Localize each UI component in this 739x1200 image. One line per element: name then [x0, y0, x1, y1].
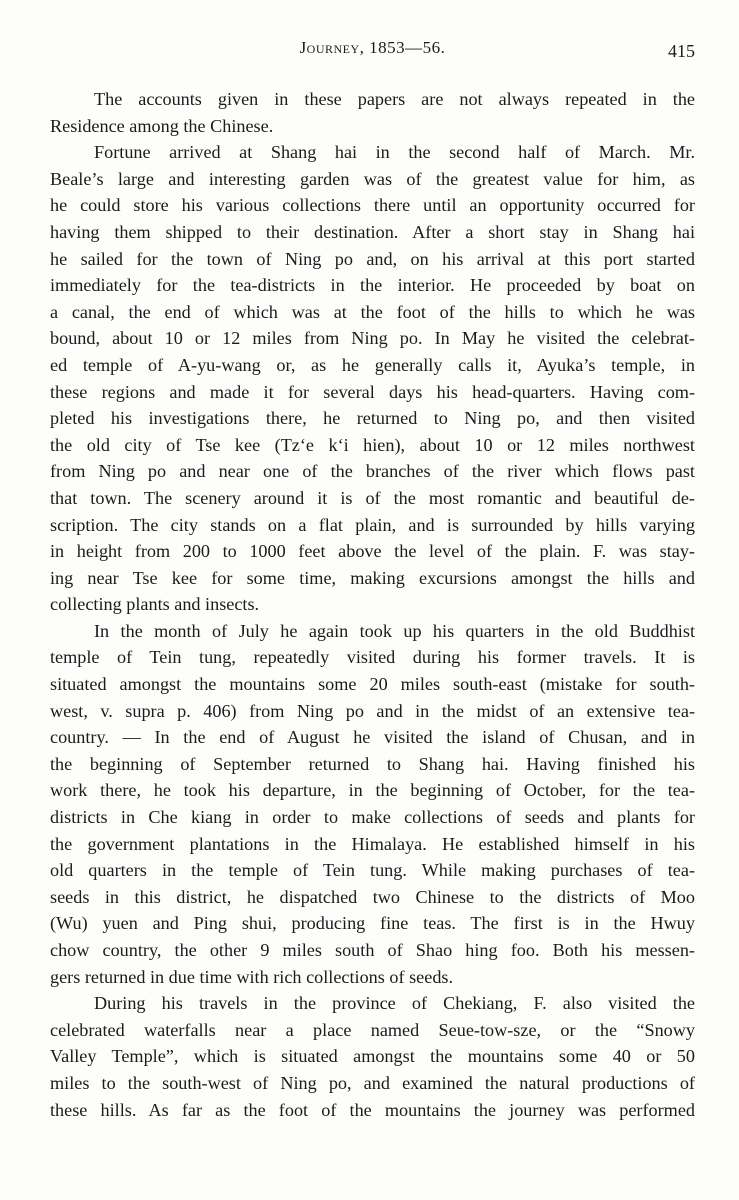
text-line: districts in Che kiang in order to make collections of seeds and plants for: [50, 807, 695, 828]
text-line: he sailed for the town of Ning po and, on his arrival at this port started: [50, 248, 695, 269]
text-line: celebrated waterfalls near a place named Seue-tow-sze, or the “Snowy: [50, 1019, 695, 1040]
text-line: work there, he took his departure, in the beginning of October, for the tea-: [50, 780, 695, 801]
text-line: In the month of July he again took up his quarters in the old Buddhist: [94, 620, 695, 641]
text-line: Valley Temple”, which is situated amongst the mountains some 40 or 50: [50, 1046, 695, 1067]
text-line: a canal, the end of which was at the foot of the hills to which he was: [50, 301, 695, 322]
text-line: ing near Tse kee for some time, making excursions amongst the hills and: [50, 567, 695, 588]
text-line: During his travels in the province of Chekiang, F. also visited the: [94, 993, 695, 1014]
text-line: bound, about 10 or 12 miles from Ning po. In May he visited the celebrat-: [50, 328, 695, 349]
text-line: ed temple of A-yu-wang or, as he generally calls it, Ayuka’s temple, in: [50, 354, 695, 375]
text-line: he could store his various collections there until an opportunity occurred for: [50, 195, 695, 216]
text-line: The accounts given in these papers are not always repeated in the: [94, 89, 695, 109]
text-line: from Ning po and near one of the branches of the river which flows past: [50, 461, 695, 482]
text-line: chow country, the other 9 miles south of Shao hing foo. Both his messen-: [50, 940, 695, 960]
running-head: Journey, 1853—56.: [299, 38, 446, 57]
text-line: Beale’s large and interesting garden was of the greatest value for him, as: [50, 168, 695, 189]
text-line: miles to the south-west of Ning po, and examined the natural productions of: [50, 1072, 695, 1093]
text-line: scription. The city stands on a flat plain, and is surrounded by hills varying: [50, 514, 695, 535]
text-line: collecting plants and insects.: [50, 594, 260, 615]
text-line: Residence among the Chinese.: [50, 115, 274, 136]
text-line: situated amongst the mountains some 20 miles south-east (mistake for south-: [50, 674, 695, 695]
text-line: seeds in this district, he dispatched two Chinese to the districts of Moo: [50, 886, 695, 907]
text-line: temple of Tein tung, repeatedly visited during his former travels. It is: [50, 647, 695, 668]
body-text: [50, 86, 695, 1123]
text-line: pleted his investigations there, he returned to Ning po, and then visited: [50, 408, 695, 429]
text-line: these hills. As far as the foot of the mountains the journey was performed: [50, 1099, 695, 1120]
page-header: [50, 38, 695, 64]
text-line: having them shipped to their destination. After a short stay in Shang hai: [50, 221, 695, 242]
text-line: the government plantations in the Himalaya. He established himself in his: [50, 833, 695, 854]
text-line: country. — In the end of August he visited the island of Chusan, and in: [50, 727, 695, 748]
text-line: that town. The scenery around it is of the most romantic and beautiful de-: [50, 487, 695, 508]
text-line: the old city of Tse kee (Tz‘e k‘i hien), about 10 or 12 miles northwest: [50, 434, 695, 455]
text-line: gers returned in due time with rich collections of seeds.: [50, 966, 454, 987]
text-line: immediately for the tea-districts in the interior. He proceeded by boat on: [50, 275, 695, 296]
text-line: (Wu) yuen and Ping shui, producing fine teas. The first is in the Hwuy: [50, 913, 695, 934]
text-line: in height from 200 to 1000 feet above the level of the plain. F. was stay-: [50, 541, 695, 562]
page-number: 415: [668, 41, 695, 61]
text-line: Fortune arrived at Shang hai in the second half of March. Mr.: [94, 142, 695, 163]
text-line: the beginning of September returned to Shang hai. Having finished his: [50, 753, 695, 774]
text-line: west, v. supra p. 406) from Ning po and in the midst of an extensive tea-: [50, 700, 695, 721]
text-line: old quarters in the temple of Tein tung. While making purchases of tea-: [50, 860, 695, 881]
text-line: these regions and made it for several days his head-quarters. Having com-: [50, 381, 695, 402]
